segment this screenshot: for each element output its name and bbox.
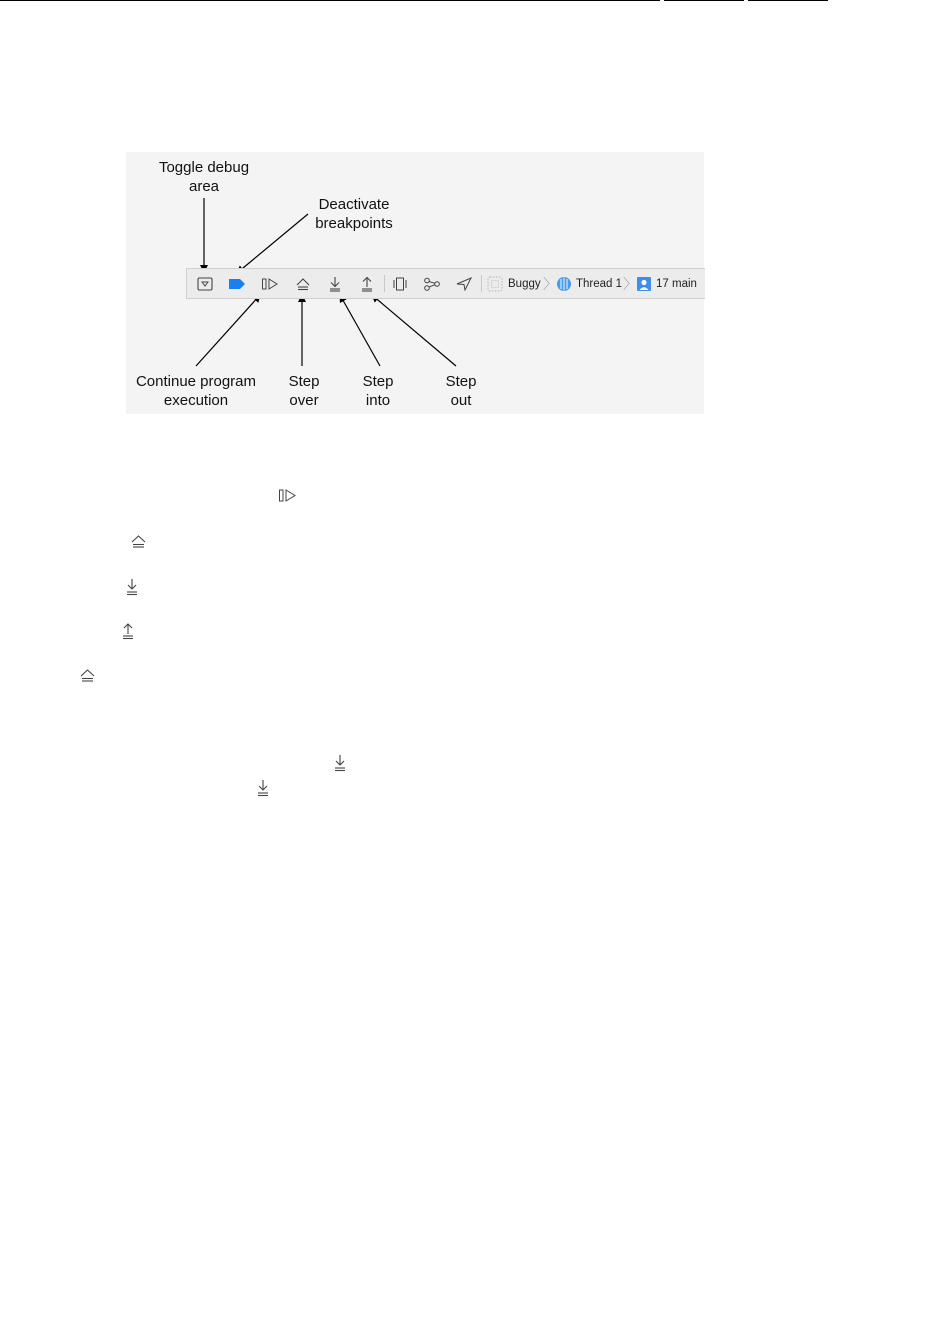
breakpoint-icon	[228, 278, 246, 290]
breadcrumb-thread-label: Thread 1	[576, 277, 623, 290]
step-out-icon	[121, 622, 135, 640]
chevron-right-icon: 〉	[623, 275, 637, 292]
thread-icon	[556, 276, 572, 292]
step-out-icon	[360, 276, 374, 292]
memory-graph-icon	[423, 277, 441, 291]
deactivate-breakpoints-button[interactable]	[227, 269, 247, 298]
continue-icon	[278, 488, 298, 504]
header-rule-right	[748, 0, 828, 1]
header-rule-main	[0, 0, 660, 1]
step-into-icon	[333, 754, 347, 772]
step-over-icon	[79, 668, 97, 684]
memory-graph-button[interactable]	[422, 269, 442, 298]
step-into-icon	[256, 779, 270, 797]
debug-bar-figure	[126, 152, 704, 414]
breadcrumb-target-label: Buggy	[508, 277, 541, 290]
breadcrumb-target[interactable]	[487, 269, 547, 298]
app-target-icon	[487, 276, 503, 292]
callout-toggle-debug-area: Toggle debug area	[158, 159, 250, 195]
step-over-icon	[295, 277, 311, 291]
view-hierarchy-button[interactable]	[390, 269, 410, 298]
callout-continue-program-execution: Continue program execution	[135, 373, 257, 409]
stack-frame-icon	[636, 276, 652, 292]
toggle-debug-area-button[interactable]	[195, 269, 215, 298]
step-out-button[interactable]	[357, 269, 377, 298]
step-into-icon	[328, 276, 342, 292]
step-into-icon	[125, 578, 139, 596]
breadcrumb-frame-label: 17 main	[656, 277, 697, 290]
chevron-right-icon: 〉	[543, 275, 557, 292]
toolbar-separator	[384, 275, 385, 292]
callout-step-out: Step out	[445, 373, 477, 409]
view-hierarchy-icon	[392, 277, 408, 291]
simulate-location-button[interactable]	[454, 269, 474, 298]
callout-step-into: Step into	[362, 373, 394, 409]
continue-button[interactable]	[259, 269, 281, 298]
header-rule-mid	[664, 0, 744, 1]
step-over-button[interactable]	[293, 269, 313, 298]
debug-toolbar	[186, 268, 705, 299]
step-over-icon	[130, 534, 148, 550]
breadcrumb-thread[interactable]	[556, 269, 626, 298]
callout-step-over: Step over	[288, 373, 320, 409]
toolbar-separator	[481, 275, 482, 292]
breadcrumb-frame[interactable]	[636, 269, 702, 298]
toggle-debug-area-icon	[197, 277, 213, 291]
step-into-button[interactable]	[325, 269, 345, 298]
location-arrow-icon	[456, 277, 472, 291]
callout-deactivate-breakpoints: Deactivate breakpoints	[315, 196, 393, 232]
continue-icon	[261, 277, 279, 291]
